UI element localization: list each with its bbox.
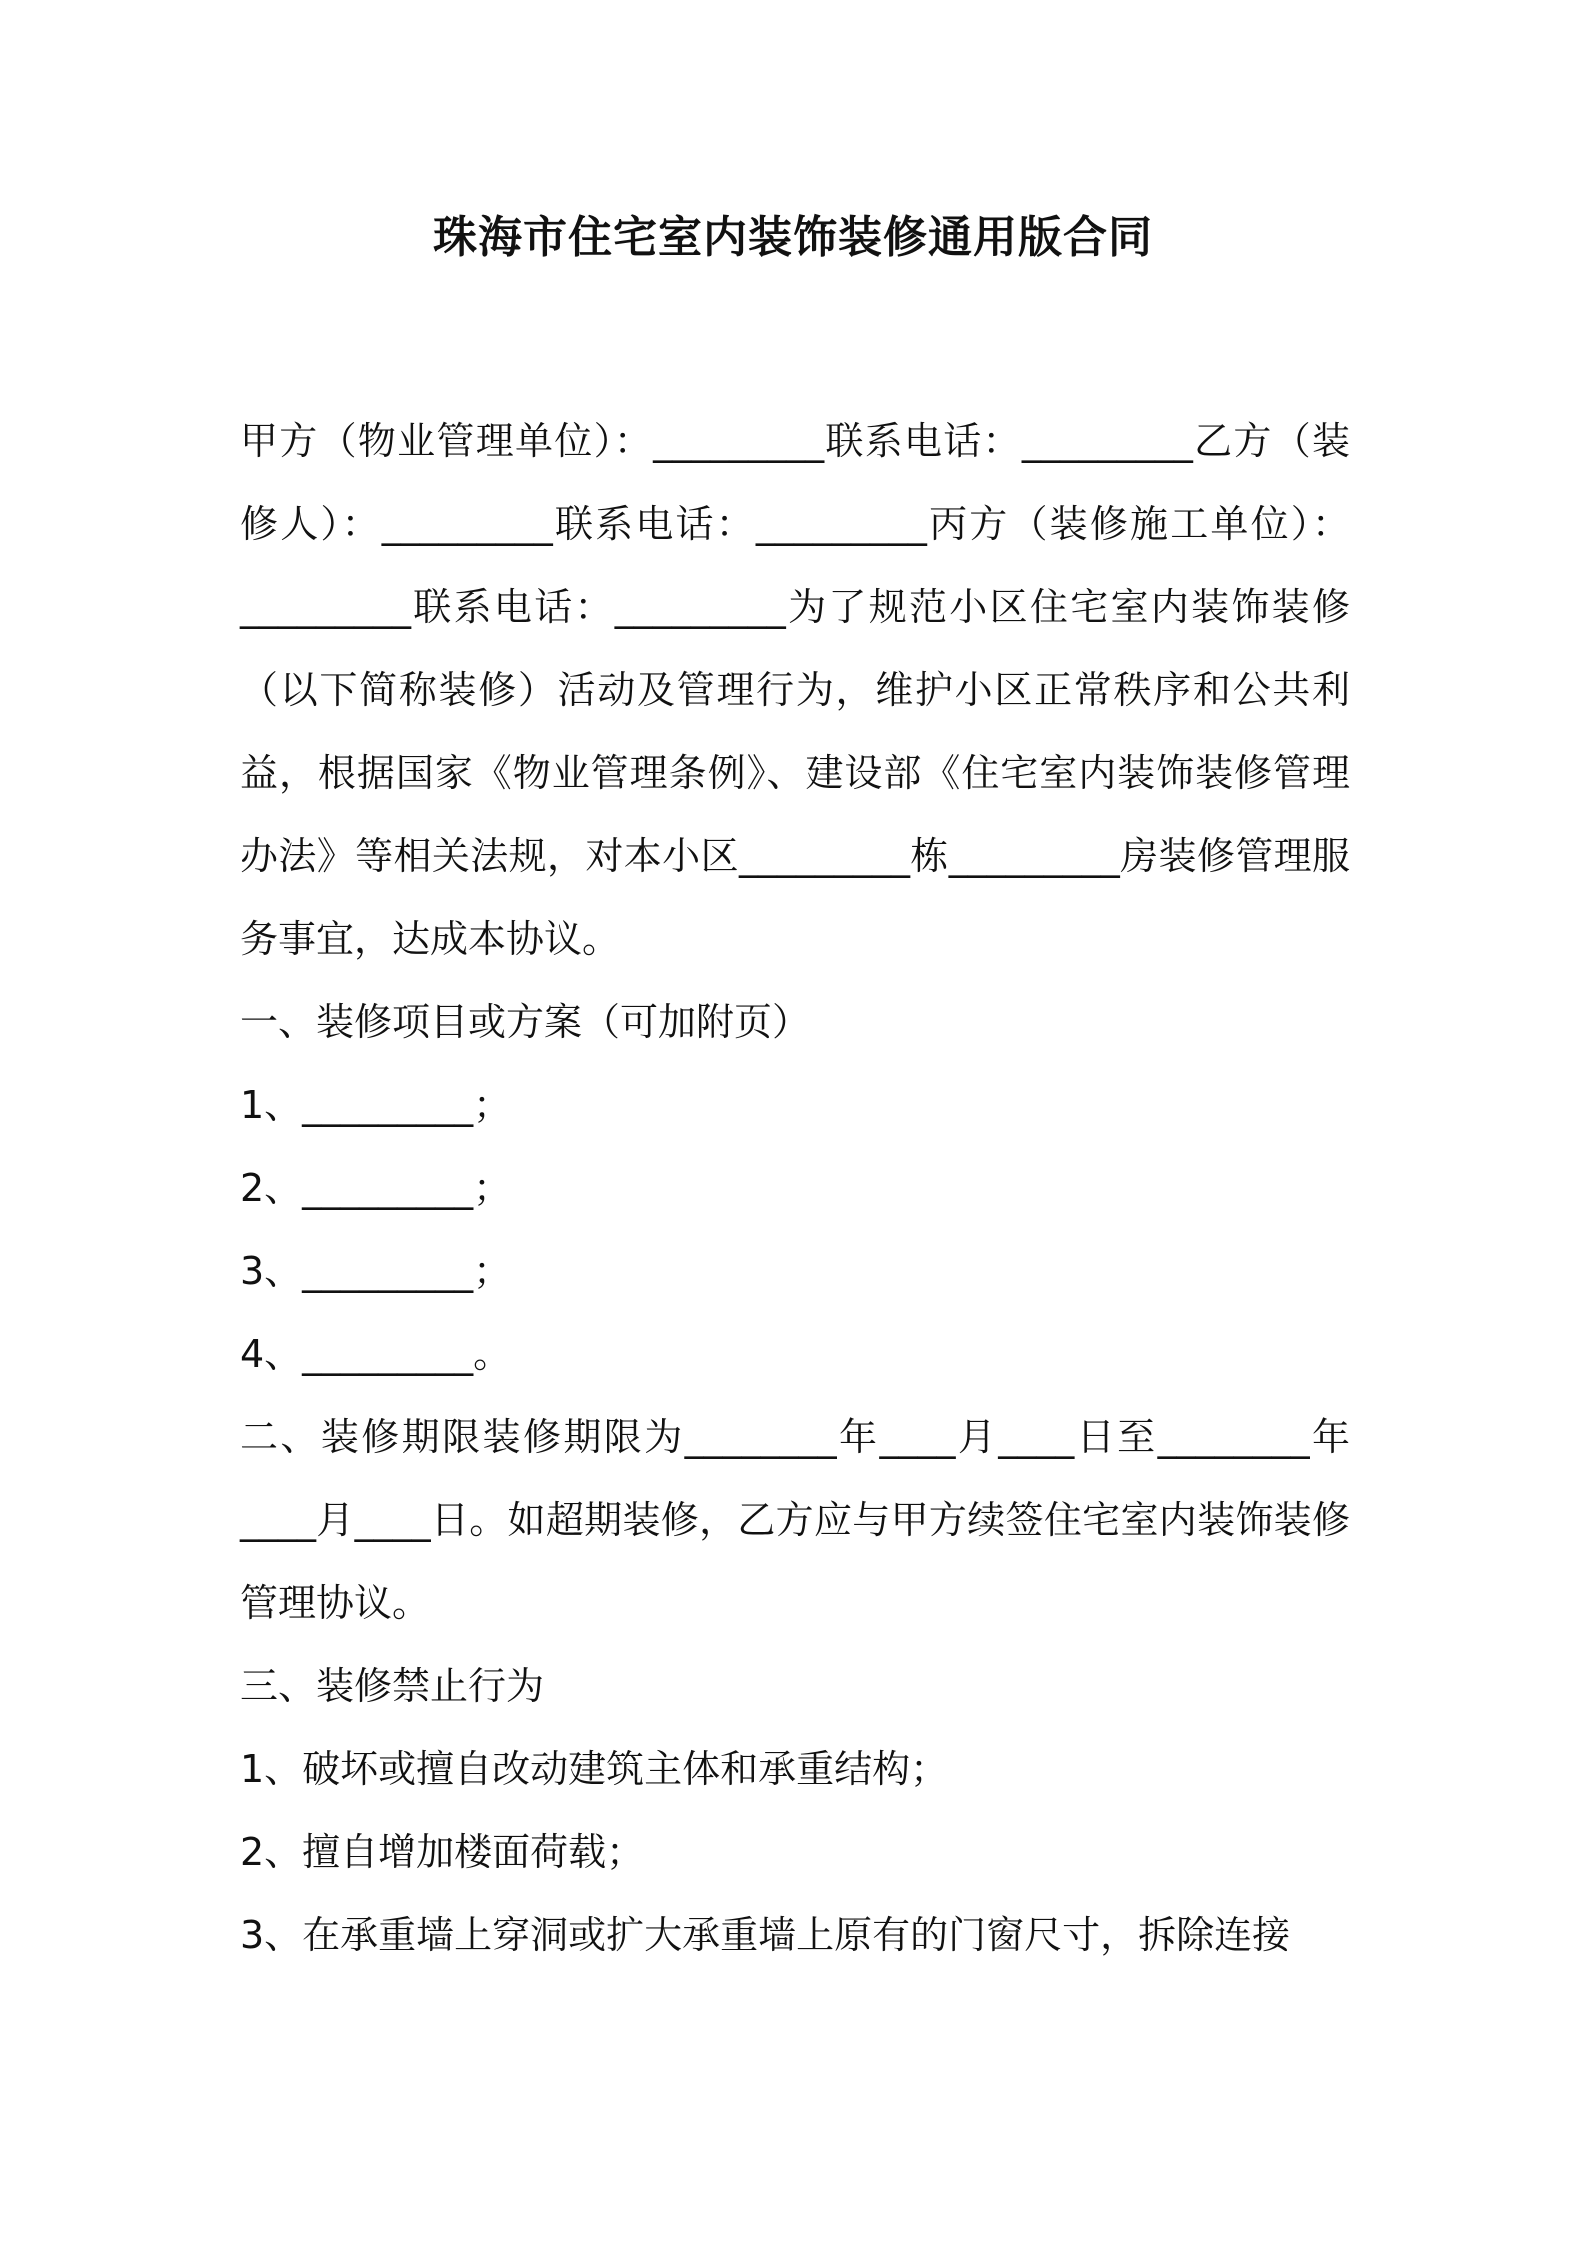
section-3-item-2: 2、擅自增加楼面荷载； (240, 1830, 645, 1874)
section-1-item-1: 1、_________； (240, 1083, 512, 1127)
section-1-item-3: 3、_________； (240, 1249, 512, 1293)
section-3-heading: 三、装修禁止行为 (240, 1664, 545, 1708)
preamble-paragraph: 甲方（物业管理单位）：_________联系电话：_________乙方（装修人）：_________联系电话：_________丙方（装修施工单位）：_________联系电话：_________为了规范小区住宅室内装饰装修（以下简称装修）活动及管理行为，维护小区正常秩序和公共利益，根据国家《物业管理条例》、建设部《住宅室内装饰装修管理办法》等相关法规，对本小区_________栋_________房装修管理服务事宜，达成本协议。 (240, 419, 1350, 961)
document-body (240, 400, 1350, 1977)
section-1-heading: 一、装修项目或方案（可加附页） (240, 1000, 811, 1044)
section-2-paragraph: 二、装修期限装修期限为________年____月____日至________年____月____日。如超期装修，乙方应与甲方续签住宅室内装饰装修管理协议。 (240, 1415, 1350, 1625)
section-3-item-3: 3、在承重墙上穿洞或扩大承重墙上原有的门窗尺寸，拆除连接 (240, 1913, 1291, 1957)
section-1-item-4: 4、_________。 (240, 1332, 512, 1376)
section-1-item-2: 2、_________； (240, 1166, 512, 1210)
section-3-item-1: 1、破坏或擅自改动建筑主体和承重结构； (240, 1747, 949, 1791)
document-title: 珠海市住宅室内装饰装修通用版合同 (433, 212, 1153, 263)
